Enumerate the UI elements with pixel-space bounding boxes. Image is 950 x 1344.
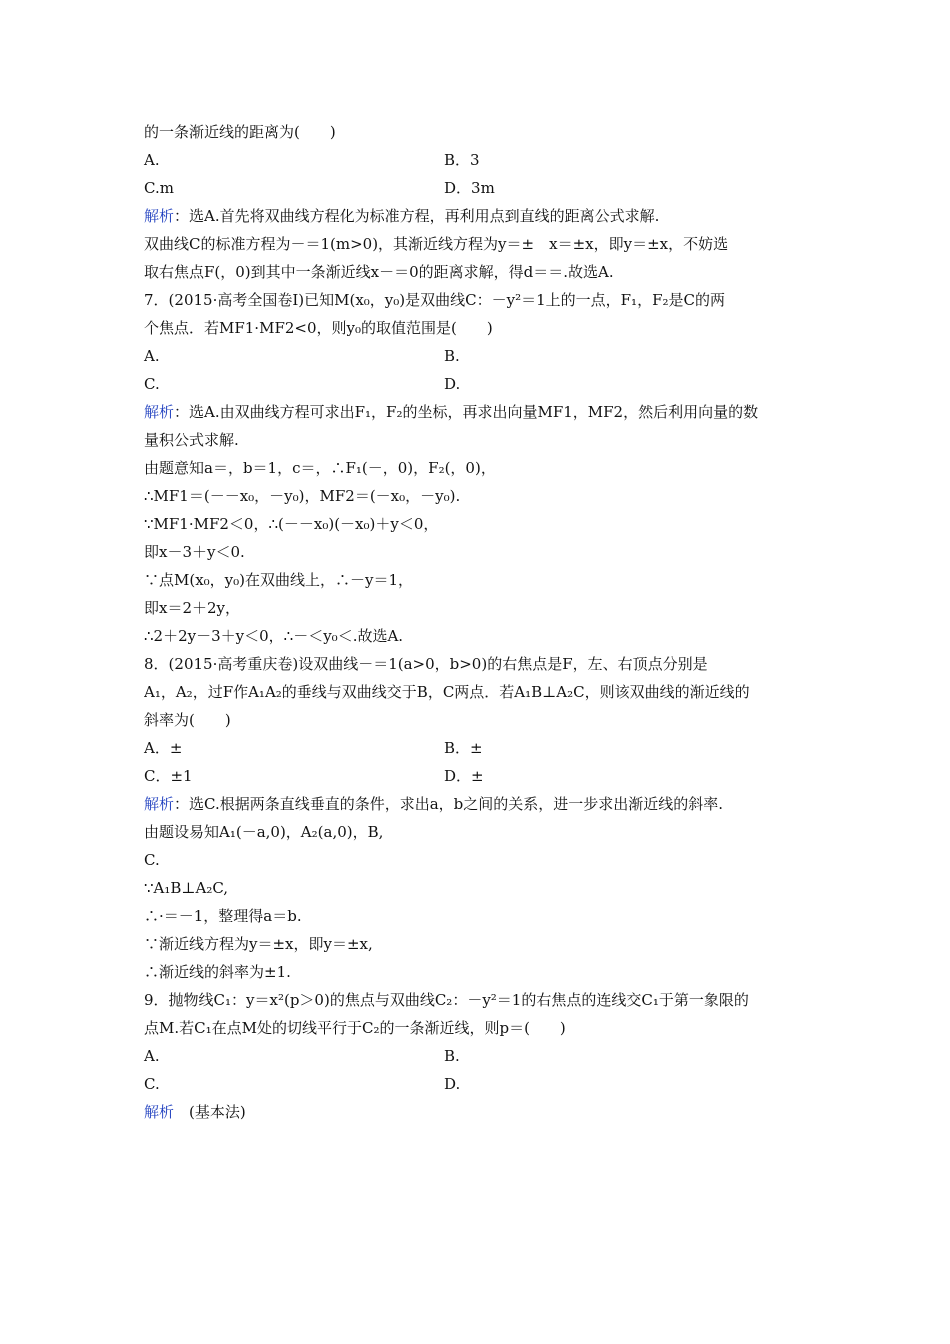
question-8-solution-line: C. xyxy=(144,851,160,869)
option-a: A. xyxy=(144,1047,160,1065)
question-6-stem: 的一条渐近线的距离为( ) xyxy=(144,123,336,141)
solution-text: ：选A.由双曲线方程可求出F₁，F₂的坐标，再求出向量MF1，MF2，然后利用向量的数 xyxy=(174,403,759,421)
question-7-stem-line: 7．(2015·高考全国卷Ⅰ)已知M(x₀，y₀)是双曲线C：－y²＝1上的一点，F₁，F₂是C的两 xyxy=(144,291,725,309)
option-a: A．± xyxy=(144,739,183,757)
option-a: A. xyxy=(144,347,160,365)
option-c: C．±1 xyxy=(144,767,193,785)
question-8-options-row-2 xyxy=(144,762,824,790)
solution-text: ：选A.首先将双曲线方程化为标准方程，再利用点到直线的距离公式求解. xyxy=(174,207,660,225)
question-7-solution-line xyxy=(144,398,824,426)
option-b: B. xyxy=(444,1047,460,1065)
solution-text: ：选C.根据两条直线垂直的条件，求出a，b之间的关系，进一步求出渐近线的斜率. xyxy=(174,795,724,813)
question-8-solution-line xyxy=(144,790,824,818)
question-8-stem-line: 8．(2015·高考重庆卷)设双曲线－＝1(a>0，b>0)的右焦点是F，左、右顶点分别是 xyxy=(144,655,708,673)
question-8-solution-line: 由题设易知A₁(－a,0)，A₂(a,0)，B, xyxy=(144,823,384,841)
question-7-solution-line: 由题意知a＝，b＝1，c＝，∴F₁(－，0)，F₂(，0)， xyxy=(144,459,496,477)
question-9-solution-line xyxy=(144,1098,824,1126)
question-6-solution-line: 双曲线C的标准方程为－＝1(m>0)，其渐近线方程为y＝± x＝±x，即y＝±x，不妨选 xyxy=(144,235,729,253)
solution-tag: 解析 xyxy=(144,207,175,225)
question-9-options-row-1 xyxy=(144,1042,824,1070)
option-d: D. xyxy=(444,375,461,393)
option-b: B. xyxy=(444,347,460,365)
document-content xyxy=(144,118,824,1126)
option-d: D. xyxy=(444,1075,461,1093)
question-6-solution-line xyxy=(144,202,824,230)
question-8-solution-line: ∴渐近线的斜率为±1. xyxy=(144,963,291,981)
option-c: C.m xyxy=(144,179,174,197)
option-c: C. xyxy=(144,1075,160,1093)
option-d: D．± xyxy=(444,767,484,785)
question-7-stem-line: 个焦点．若MF1·MF2<0，则y₀的取值范围是( ) xyxy=(144,319,493,337)
question-7-options-row-1 xyxy=(144,342,824,370)
question-9-stem-line: 点M.若C₁在点M处的切线平行于C₂的一条渐近线，则p＝( ) xyxy=(144,1019,566,1037)
question-6-options-row-2 xyxy=(144,174,824,202)
question-7-solution-line: 量积公式求解. xyxy=(144,431,239,449)
question-8-solution-line: ∴·＝－1，整理得a＝b. xyxy=(144,907,302,925)
question-7-solution-line: ∴MF1＝(－－x₀，－y₀)，MF2＝(－x₀，－y₀). xyxy=(144,487,461,505)
option-b: B．3 xyxy=(444,151,480,169)
option-d: D．3m xyxy=(444,179,495,197)
question-8-solution-line: ∵渐近线方程为y＝±x，即y＝±x, xyxy=(144,935,373,953)
option-c: C. xyxy=(144,375,160,393)
question-8-stem-line: A₁，A₂，过F作A₁A₂的垂线与双曲线交于B，C两点．若A₁B⊥A₂C，则该双曲线的渐近线的 xyxy=(144,683,750,701)
question-8-solution-line: ∵A₁B⊥A₂C, xyxy=(144,879,229,897)
question-7-solution-line: ∵MF1·MF2＜0，∴(－－x₀)(－x₀)＋y＜0， xyxy=(144,515,439,533)
question-8-options-row-1 xyxy=(144,734,824,762)
question-9-stem-line: 9．抛物线C₁：y＝x²(p＞0)的焦点与双曲线C₂：－y²＝1的右焦点的连线交C₁于第一象限的 xyxy=(144,991,749,1009)
solution-tag: 解析 xyxy=(144,795,175,813)
question-7-solution-line: ∵点M(x₀，y₀)在双曲线上，∴－y＝1， xyxy=(144,571,414,589)
option-b: B．± xyxy=(444,739,483,757)
option-a: A. xyxy=(144,151,160,169)
solution-tag: 解析 xyxy=(144,403,175,421)
solution-note: (基本法) xyxy=(174,1103,246,1121)
question-7-solution-line: 即x＝2＋2y， xyxy=(144,599,241,617)
question-7-solution-line: ∴2＋2y－3＋y＜0，∴－＜y₀＜.故选A. xyxy=(144,627,404,645)
solution-tag: 解析 xyxy=(144,1103,175,1121)
question-9-options-row-2 xyxy=(144,1070,824,1098)
question-7-options-row-2 xyxy=(144,370,824,398)
question-6-options-row-1 xyxy=(144,146,824,174)
question-8-stem-line: 斜率为( ) xyxy=(144,711,231,729)
question-6-solution-line: 取右焦点F(，0)到其中一条渐近线x－＝0的距离求解，得d＝＝.故选A. xyxy=(144,263,614,281)
question-7-solution-line: 即x－3＋y＜0. xyxy=(144,543,245,561)
